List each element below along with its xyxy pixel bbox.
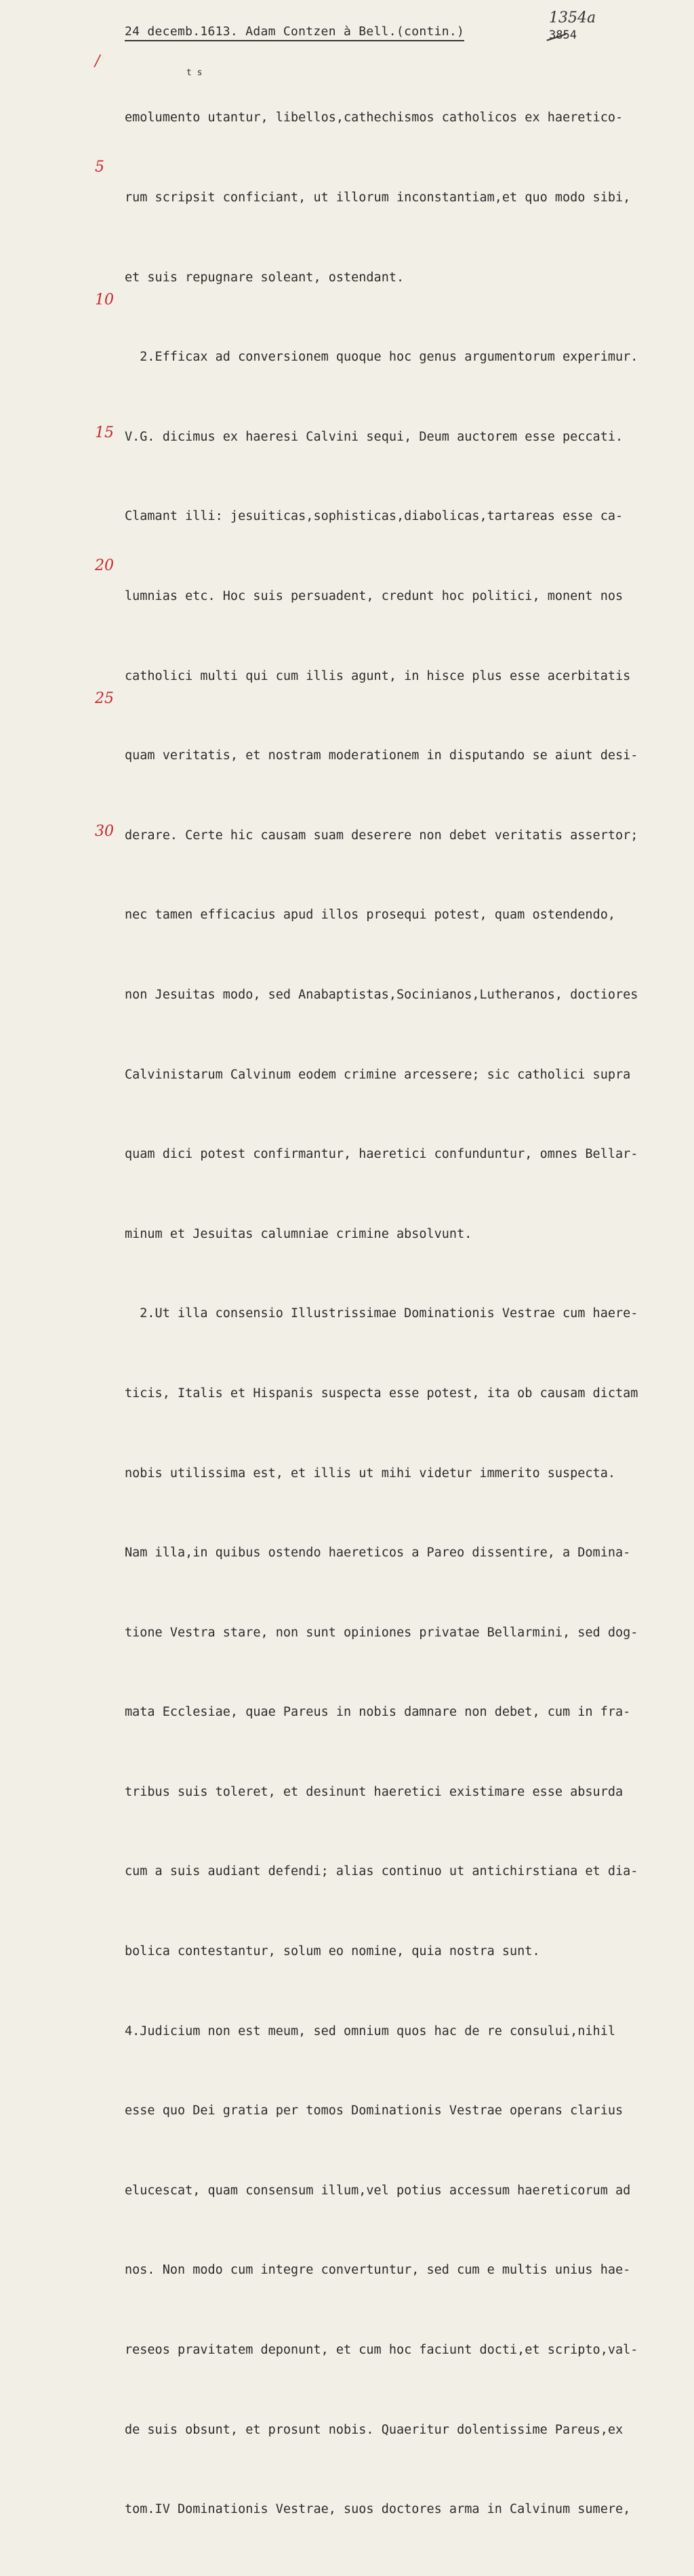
margin-line-number: 20: [95, 557, 114, 574]
text-line: nos. Non modo cum integre convertuntur, sed cum e multis unius hae-: [125, 2263, 631, 2278]
handwritten-page-number: 1354a: [549, 9, 596, 26]
text-line: quam dici potest confirmantur, haeretici confunduntur, omnes Bellar-: [125, 1147, 638, 1162]
text-line: tom.IV Dominationis Vestrae, suos doctores arma in Calvinum sumere,: [125, 2502, 631, 2517]
margin-mark: /: [95, 53, 100, 70]
text-line: quam veritatis, et nostram moderationem in disputando se aiunt desi-: [125, 748, 638, 763]
text-line: nobis utilissima est, et illis ut mihi videtur immerito suspecta.: [125, 1466, 615, 1481]
text-line: minum et Jesuitas calumniae crimine absolvunt.: [125, 1226, 472, 1241]
text-line: cum a suis audiant defendi; alias continuo ut antichirstiana et dia-: [125, 1864, 638, 1879]
text-line: Clamant illi: jesuiticas,sophisticas,diabolicas,tartareas esse ca-: [125, 509, 624, 524]
text-line: de suis obsunt, et prosunt nobis. Quaeritur dolentissime Pareus,ex: [125, 2422, 624, 2437]
text-line: esse quo Dei gratia per tomos Dominationis Vestrae operans clarius: [125, 2104, 624, 2118]
text-line: 4.Judicium non est meum, sed omnium quos hac de re consului,nihil: [125, 2024, 615, 2038]
text-line: Calvinistarum Calvinum eodem crimine arcessere; sic catholici supra: [125, 1067, 631, 1082]
typed-page-number: 3854: [549, 28, 577, 42]
text-line: ticis, Italis et Hispanis suspecta esse potest, ita ob causam dictam: [125, 1386, 638, 1401]
text-line: mata Ecclesiae, quae Pareus in nobis damnare non debet, cum in fra-: [125, 1705, 631, 1720]
text-line: 2.Efficax ad conversionem quoque hoc genus argumentorum experimur.: [125, 350, 638, 365]
text-line: elucescat, quam consensum illum,vel potius accessum haereticorum ad: [125, 2183, 631, 2198]
margin-line-number: 10: [95, 291, 114, 308]
text-line: catholici multi qui cum illis agunt, in hisce plus esse acerbitatis: [125, 668, 631, 683]
handwritten-insertion: t s: [186, 68, 203, 78]
text-line: tione Vestra stare, non sunt opiniones privatae Bellarmini, sed dog-: [125, 1625, 638, 1640]
text-line: nec tamen efficacius apud illos prosequi potest, quam ostendendo,: [125, 908, 615, 923]
text-line: et suis repugnare soleant, ostendant.: [125, 270, 405, 285]
text-line: derare. Certe hic causam suam deserere non debet veritatis assertor;: [125, 828, 638, 843]
text-line: rum scripsit conficiant, ut illorum inconstantiam,et quo modo sibi,: [125, 190, 631, 205]
margin-line-number: 5: [95, 159, 104, 176]
text-line: tribus suis toleret, et desinunt haeretici existimare esse absurda: [125, 1784, 624, 1799]
text-line: lumnias etc. Hoc suis persuadent, credunt hoc politici, monent nos: [125, 588, 624, 603]
margin-line-number: 30: [95, 823, 114, 840]
text-line: 2.Ut illa consensio Illustrissimae Dominationis Vestrae cum haere-: [125, 1306, 638, 1321]
text-line: V.G. dicimus ex haeresi Calvini sequi, Deum auctorem esse peccati.: [125, 429, 624, 444]
text-line: emolumento utantur, libellos,cathechismos catholicos ex haeretico-: [125, 110, 624, 125]
text-line: bolica contestantur, solum eo nomine, quia nostra sunt.: [125, 1944, 540, 1959]
margin-line-number: 25: [95, 690, 114, 707]
text-line: non Jesuitas modo, sed Anabaptistas,Socinianos,Lutheranos, doctiores: [125, 987, 638, 1002]
margin-line-number: 15: [95, 424, 114, 441]
text-line: Nam illa,in quibus ostendo haereticos a Pareo dissentire, a Domina-: [125, 1546, 631, 1561]
text-line: reseos pravitatem deponunt, et cum hoc faciunt docti,et scripto,val-: [125, 2343, 638, 2358]
body-text: [125, 52, 680, 2576]
page-header: 24 decemb.1613. Adam Contzen à Bell.(contin.): [125, 24, 464, 41]
